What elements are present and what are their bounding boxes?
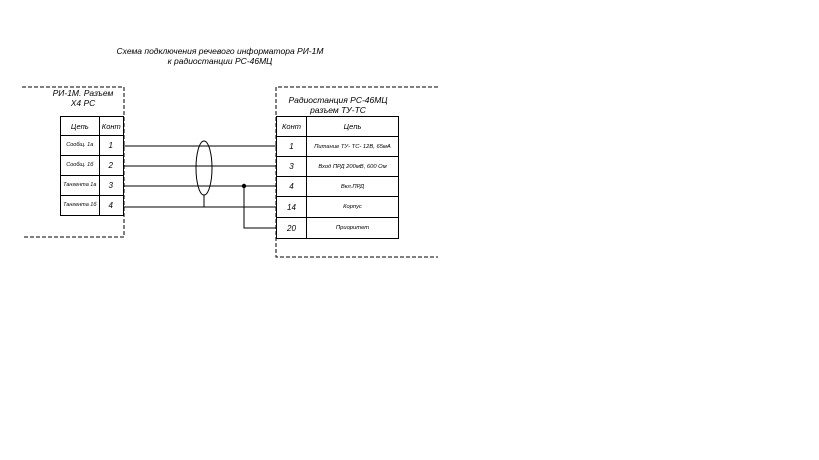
right-block-label-line1: Радиостанция РС-46МЦ [288, 95, 388, 105]
table-row [61, 136, 124, 156]
right-row-circuit: Корпус [307, 197, 399, 218]
shield-ellipse [196, 141, 212, 195]
left-row-contact: 4 [99, 196, 123, 216]
right-row-contact: 3 [277, 157, 307, 177]
right-row-contact: 14 [277, 197, 307, 218]
left-row-contact: 1 [99, 136, 123, 156]
right-row-circuit: Питание ТУ- ТС- 12В, 65мА [307, 137, 399, 157]
right-row-circuit: Вход ПРД 200мВ, 600 Ом [307, 157, 399, 177]
table-row [277, 177, 399, 197]
right-header-circuit: Цепь [307, 117, 399, 137]
left-header-circuit: Цепь [61, 117, 100, 136]
left-connector-table [60, 116, 124, 216]
left-block-label-line1: РИ-1М. Разъем [52, 88, 114, 98]
right-block-label [280, 95, 396, 115]
left-row-circuit: Сообщ. 1а [61, 136, 100, 156]
table-row [277, 218, 399, 239]
left-header-contact: Конт [99, 117, 123, 136]
right-row-contact: 4 [277, 177, 307, 197]
right-row-contact: 20 [277, 218, 307, 239]
table-row [277, 157, 399, 177]
diagram-title-line1: Схема подключения речевого информатора РИ-1М [116, 46, 324, 56]
left-row-contact: 2 [99, 156, 123, 176]
left-row-contact: 3 [99, 176, 123, 196]
right-row-circuit: Вкл.ПРД [307, 177, 399, 197]
table-row [61, 156, 124, 176]
table-row [61, 196, 124, 216]
left-block-label-line2: Х4 РС [70, 98, 96, 108]
right-row-circuit: Приоритет [307, 218, 399, 239]
left-row-circuit: Тангента 1б [61, 196, 100, 216]
right-block-label-line2: разъем ТУ-ТС [310, 105, 366, 115]
table-row [277, 197, 399, 218]
left-row-circuit: Сообщ. 1б [61, 156, 100, 176]
table-row [61, 176, 124, 196]
left-block-label [40, 88, 126, 108]
diagram-title-line2: к радиостанции РС-46МЦ [167, 56, 273, 66]
right-row-contact: 1 [277, 137, 307, 157]
right-connector-table [276, 116, 399, 239]
right-header-contact: Конт [277, 117, 307, 137]
table-row [277, 137, 399, 157]
left-row-circuit: Тангента 1а [61, 176, 100, 196]
